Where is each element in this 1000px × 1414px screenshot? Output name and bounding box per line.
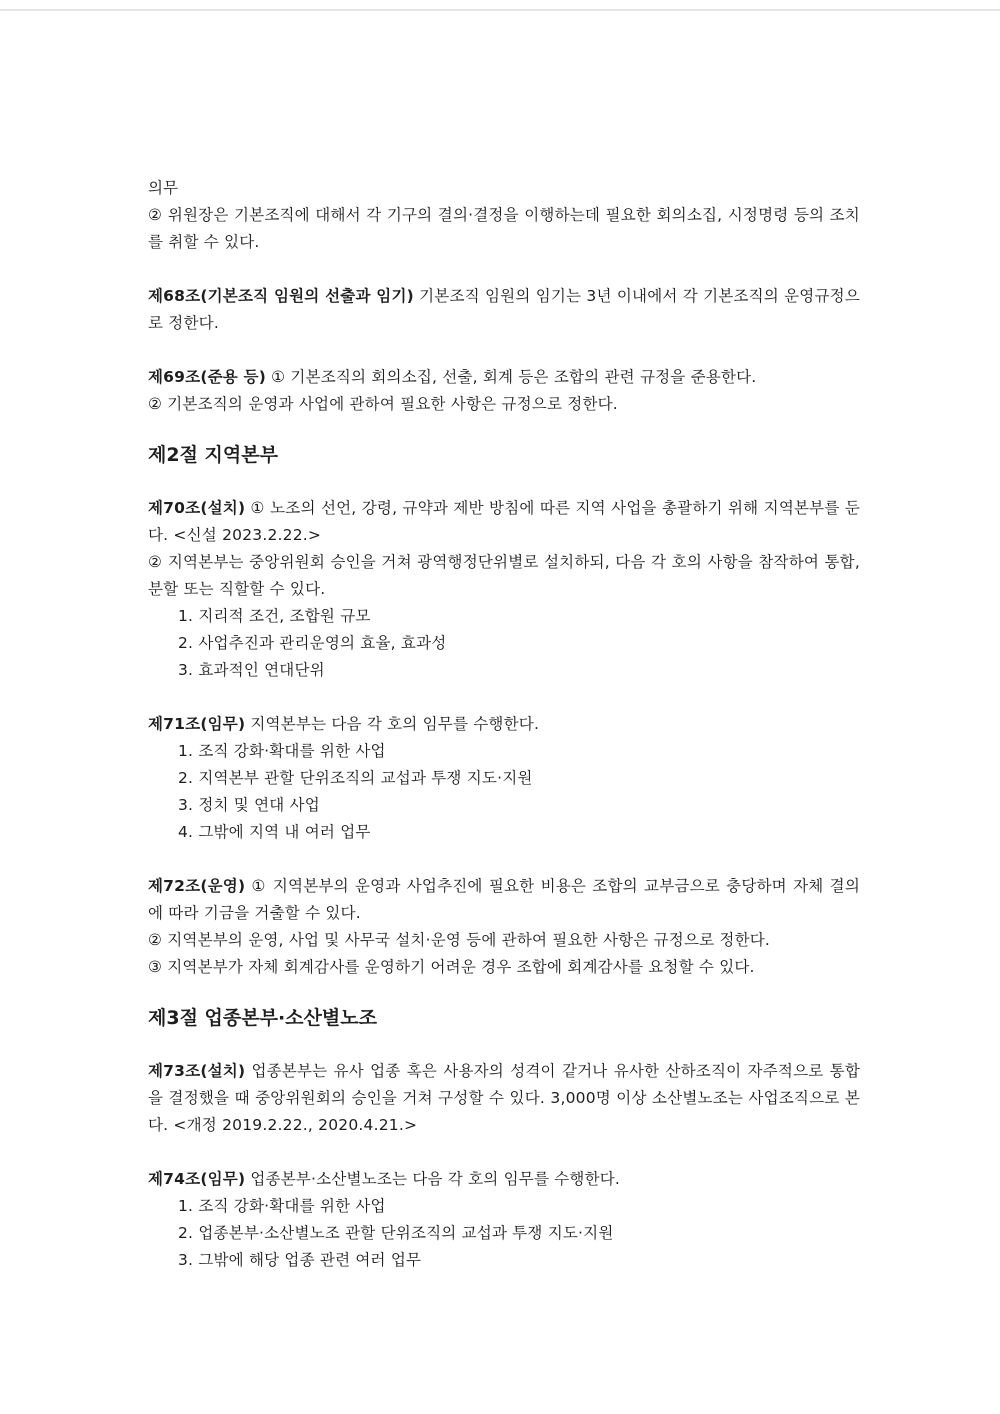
article-text: ① 노조의 선언, 강령, 규약과 제반 방침에 따른 지역 사업을 총괄하기 위해 지역본부를 둔다. <신설 2023.2.22.> bbox=[148, 499, 860, 544]
spacer bbox=[148, 470, 860, 495]
article-text: ① 지역본부의 운영과 사업추진에 필요한 비용은 조합의 교부금으로 충당하며 자체 결의에 따라 기금을 거출할 수 있다. bbox=[148, 877, 860, 922]
section-heading: 제3절 업종본부·소산별노조 bbox=[148, 1007, 377, 1029]
article-paragraph bbox=[148, 495, 860, 549]
spacer bbox=[148, 684, 860, 711]
article-text: 업종본부는 유사 업종 혹은 사용자의 성격이 같거나 유사한 산하조직이 자주적으로 통합을 결정했을 때 중앙위원회의 승인을 거쳐 구성할 수 있다. 3,000명 이상 소산별노조는 사업조직으로 본다. <개정 2019.2.22., 2020.4.21.> bbox=[148, 1062, 860, 1134]
article-paragraph bbox=[148, 283, 860, 337]
article-text: 기본조직 임원의 임기는 3년 이내에서 각 기본조직의 운영규정으로 정한다. bbox=[148, 287, 861, 332]
paragraph: ② 지역본부의 운영, 사업 및 사무국 설치·운영 등에 관하여 필요한 사항은 규정으로 정한다. bbox=[148, 931, 771, 949]
article-paragraph bbox=[148, 711, 860, 738]
spacer bbox=[148, 846, 860, 873]
spacer bbox=[148, 418, 860, 440]
paragraph: ② 기본조직의 운영과 사업에 관하여 필요한 사항은 규정으로 정한다. bbox=[148, 395, 618, 413]
list-item: 2. 사업추진과 관리운영의 효율, 효과성 bbox=[178, 634, 447, 652]
article-text: 지역본부는 다음 각 호의 임무를 수행한다. bbox=[245, 715, 540, 733]
list-item: 4. 그밖에 지역 내 여러 업무 bbox=[178, 823, 371, 841]
list-item: 2. 업종본부·소산별노조 관할 단위조직의 교섭과 투쟁 지도·지원 bbox=[178, 1224, 614, 1242]
list-item: 3. 그밖에 해당 업종 관련 여러 업무 bbox=[178, 1251, 422, 1269]
scan-edge-line bbox=[0, 9, 1000, 11]
article-title: 제74조(임무) bbox=[148, 1170, 246, 1188]
spacer bbox=[148, 337, 860, 364]
spacer bbox=[148, 256, 860, 283]
article-title: 제70조(설치) bbox=[148, 499, 246, 517]
list-item: 1. 조직 강화·확대를 위한 사업 bbox=[178, 742, 386, 760]
article-title: 제69조(준용 등) bbox=[148, 368, 266, 386]
article-title: 제68조(기본조직 임원의 선출과 임기) bbox=[148, 287, 414, 305]
list-item: 3. 정치 및 연대 사업 bbox=[178, 796, 320, 814]
article-text: 업종본부·소산별노조는 다음 각 호의 임무를 수행한다. bbox=[245, 1170, 621, 1188]
article-title: 제73조(설치) bbox=[148, 1062, 246, 1080]
article-paragraph bbox=[148, 1058, 860, 1139]
spacer bbox=[148, 981, 860, 1003]
section-heading: 제2절 지역본부 bbox=[148, 444, 278, 466]
spacer bbox=[148, 1033, 860, 1058]
article-text: ① 기본조직의 회의소집, 선출, 회계 등은 조합의 관련 규정을 준용한다. bbox=[266, 368, 757, 386]
spacer bbox=[148, 1139, 860, 1166]
paragraph: ② 지역본부는 중앙위원회 승인을 거쳐 광역행정단위별로 설치하되, 다음 각 호의 사항을 참작하여 통합, 분할 또는 직할할 수 있다. bbox=[148, 553, 860, 598]
article-title: 제71조(임무) bbox=[148, 715, 246, 733]
article-paragraph bbox=[148, 1166, 860, 1193]
paragraph: ③ 지역본부가 자체 회계감사를 운영하기 어려운 경우 조합에 회계감사를 요청할 수 있다. bbox=[148, 958, 755, 976]
article-paragraph bbox=[148, 364, 860, 391]
article-title: 제72조(운영) bbox=[148, 877, 246, 895]
list-item: 1. 조직 강화·확대를 위한 사업 bbox=[178, 1197, 386, 1215]
paragraph: ② 위원장은 기본조직에 대해서 각 기구의 결의·결정을 이행하는데 필요한 회의소집, 시정명령 등의 조치를 취할 수 있다. bbox=[148, 206, 860, 251]
paragraph: 의무 bbox=[148, 179, 179, 197]
document-page bbox=[148, 175, 860, 1274]
list-item: 3. 효과적인 연대단위 bbox=[178, 661, 325, 679]
article-paragraph bbox=[148, 873, 860, 927]
list-item: 2. 지역본부 관할 단위조직의 교섭과 투쟁 지도·지원 bbox=[178, 769, 533, 787]
list-item: 1. 지리적 조건, 조합원 규모 bbox=[178, 607, 371, 625]
